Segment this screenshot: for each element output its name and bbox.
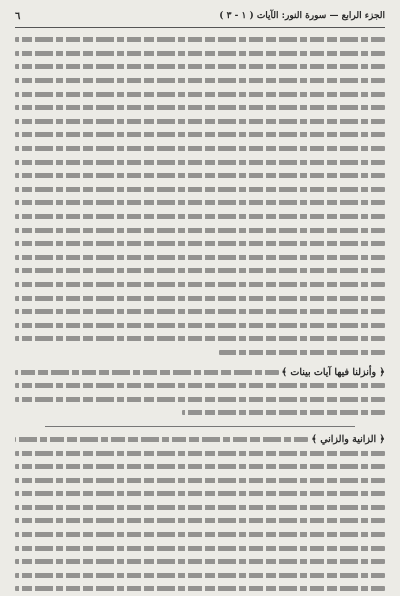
text-run xyxy=(15,78,385,83)
text-line xyxy=(15,379,385,393)
running-header xyxy=(15,8,385,28)
text-run xyxy=(15,119,385,124)
text-run xyxy=(15,146,385,151)
text-run xyxy=(15,309,385,314)
text-line xyxy=(15,569,385,583)
text-line xyxy=(15,460,385,474)
text-run xyxy=(15,105,385,110)
text-run xyxy=(15,559,385,564)
text-line xyxy=(15,237,385,251)
section-lead-phrase: ﴿ الزانية والزاني ﴾ xyxy=(311,433,385,445)
text-line xyxy=(15,555,385,569)
text-line xyxy=(15,155,385,169)
text-run xyxy=(15,37,385,42)
text-run xyxy=(15,241,385,246)
text-line xyxy=(15,528,385,542)
text-line xyxy=(15,223,385,237)
text-run xyxy=(15,336,385,341)
body-paragraph-1 xyxy=(15,33,385,359)
text-line xyxy=(15,74,385,88)
text-run xyxy=(15,546,385,551)
text-run xyxy=(15,173,385,178)
text-line xyxy=(15,446,385,460)
text-line xyxy=(15,264,385,278)
text-line xyxy=(15,541,385,555)
text-run xyxy=(15,51,385,56)
text-run xyxy=(15,451,385,456)
text-line xyxy=(15,278,385,292)
text-run xyxy=(15,532,385,537)
text-run xyxy=(15,323,385,328)
text-run xyxy=(15,518,385,523)
text-line xyxy=(15,101,385,115)
text-line xyxy=(15,210,385,224)
text-run xyxy=(15,437,308,442)
text-line xyxy=(15,142,385,156)
text-run xyxy=(15,505,385,510)
text-line xyxy=(15,60,385,74)
text-line xyxy=(15,473,385,487)
text-run xyxy=(15,160,385,165)
text-run xyxy=(15,228,385,233)
text-run xyxy=(15,370,279,375)
text-run xyxy=(219,350,386,355)
text-line xyxy=(15,33,385,47)
section-lead-phrase: ﴿ وأنزلنا فيها آيات بينات ﴾ xyxy=(281,366,385,378)
text-line xyxy=(15,318,385,332)
text-run xyxy=(15,586,385,591)
text-line xyxy=(15,346,385,360)
text-line xyxy=(15,251,385,265)
text-run xyxy=(15,491,385,496)
section-divider xyxy=(45,426,355,427)
text-line xyxy=(15,332,385,346)
text-line xyxy=(15,392,385,406)
text-line xyxy=(15,115,385,129)
text-line xyxy=(15,87,385,101)
text-run xyxy=(15,200,385,205)
text-run xyxy=(15,478,385,483)
text-run xyxy=(182,410,386,415)
text-run xyxy=(15,132,385,137)
text-line xyxy=(15,487,385,501)
text-run xyxy=(15,214,385,219)
text-run xyxy=(15,464,385,469)
text-line xyxy=(15,514,385,528)
text-line xyxy=(15,169,385,183)
text-run xyxy=(15,573,385,578)
text-run xyxy=(15,383,385,388)
text-line xyxy=(15,183,385,197)
text-line xyxy=(15,291,385,305)
text-run xyxy=(15,282,385,287)
text-line xyxy=(15,406,385,420)
text-run xyxy=(15,64,385,69)
text-run xyxy=(15,296,385,301)
body-paragraph-2 xyxy=(15,365,385,419)
text-run xyxy=(15,268,385,273)
text-line xyxy=(15,582,385,596)
text-line xyxy=(15,305,385,319)
body-paragraph-3 xyxy=(15,433,385,596)
text-line xyxy=(15,365,385,379)
text-run xyxy=(15,397,385,402)
header-title: الجزء الرابع — سورة النور: الآيات ( ١ - ٣ ) xyxy=(219,11,385,21)
text-line xyxy=(15,196,385,210)
page-number: ٦ xyxy=(15,10,21,22)
text-run xyxy=(15,255,385,260)
text-run xyxy=(15,187,385,192)
text-run xyxy=(15,92,385,97)
text-line xyxy=(15,433,385,447)
text-line xyxy=(15,47,385,61)
text-line xyxy=(15,128,385,142)
text-line xyxy=(15,501,385,515)
